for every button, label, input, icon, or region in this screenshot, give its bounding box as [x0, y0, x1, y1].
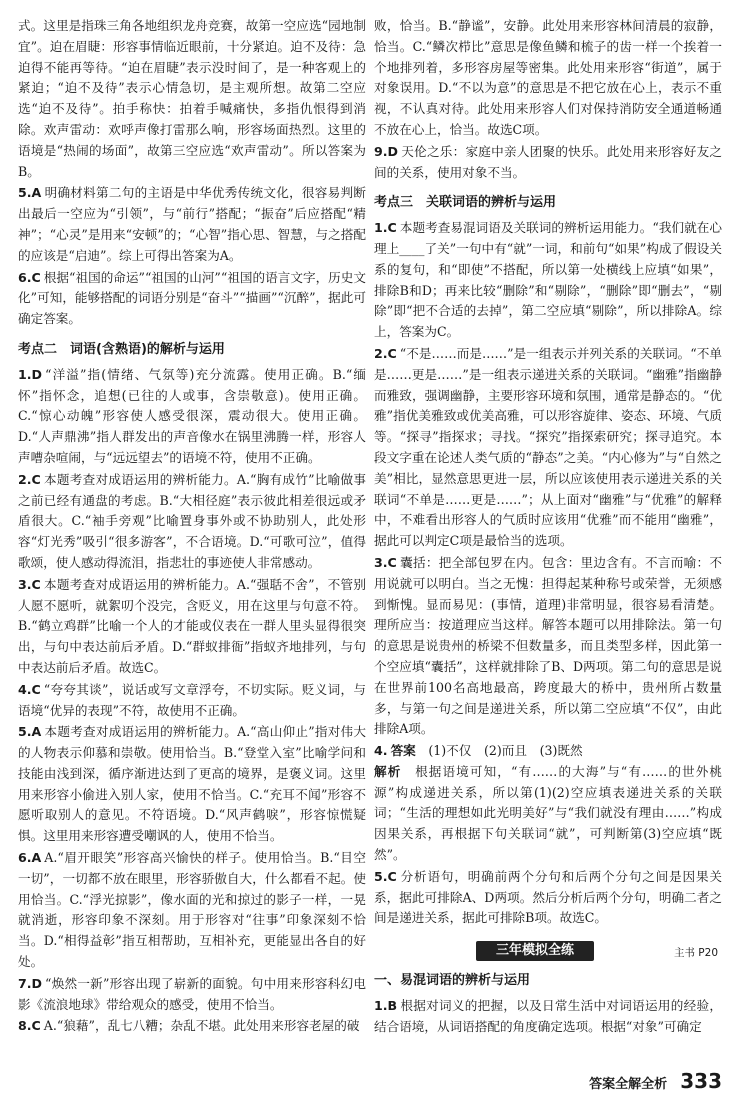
answer-text: 明确材料第二句的主语是中华优秀传统文化，很容易判断出最后一空应为“引领”，与“前行”搭配；“振奋”后应搭配“精神”；“心灵”是用来“安顿”的；“心智”指心思、智慧，与之搭配的应该是“启迪”。综上可得出答案为A。: [18, 185, 366, 263]
answer-item: [18, 470, 366, 574]
answer-number: 1.B: [374, 998, 398, 1014]
answer-item: [18, 680, 366, 722]
practice-banner-row: [374, 937, 722, 965]
answer-text: “夸夸其谈”，说话或写文章浮夸，不切实际。贬义词，与语境“优异的表现”不符，故使用不正确。: [18, 681, 366, 718]
answer-text: 本题考查易混词语及关联词的辨析运用能力。“我们就在心理上____了关”一句中有“就”一词，和前句“如果”构成了假设关系的复句，和“即使”不搭配，所以第一处横线上应填“如果”，排除B和D；再来比较“删除”和“剔除”，“删除”即“删去”，“剔除”即“把不合适的去掉”，第二空应填“剔除”，所以排除A。综上，答案为C。: [374, 220, 722, 340]
answer-text: 本题考查对成语运用的辨析能力。A.“胸有成竹”比喻做事之前已经有通盘的考虑。B.“大相径庭”表示彼此相差很远或矛盾很大。C.“袖手旁观”比喻置身事外或不协助别人，此处形容“灯光秀”吸引“很多游客”，不合语境。D.“可歌可泣”，值得歌颂，使人感动得流泪，指悲壮的事迹使人非常感动。: [18, 471, 366, 570]
answer-number: 6.A: [18, 850, 42, 866]
left-items-a: [18, 183, 366, 330]
paragraph: 败，恰当。B.“静谧”，安静。此处用来形容林间清晨的寂静，恰当。C.“鳞次栉比”意思是像鱼鳞和梳子的齿一样一个挨着一个地排列着，多形容房屋等密集。此处用来形容“街道”，属于对象误用。D.“不以为意”的意思是不把它放在心上，表示不重视，不认真对待。此处用来形容人们对保持消防安全通道畅通不放在心上，恰当。故选C项。: [374, 18, 722, 137]
right-column: [374, 16, 722, 1039]
answer-item: [374, 344, 722, 552]
answer-item: [18, 974, 366, 1016]
section-title-2: 考点二 词语(含熟语)的解析与运用: [18, 341, 225, 357]
practice-banner: 三年模拟全练: [476, 941, 594, 961]
answer-number: 8.C: [18, 1018, 41, 1034]
answer-item: [18, 722, 366, 847]
answer-value: (1)不仅 (2)而且 (3)既然: [428, 743, 583, 759]
answer-number: 4.C: [18, 681, 41, 697]
right-continuation-block: [374, 16, 722, 141]
answer-item: [18, 268, 366, 330]
answer-text: 本题考查对成语运用的辨析能力。A.“高山仰止”指对伟大的人物表示仰慕和崇敬。使用恰当。B.“登堂入室”比喻学问和技能由浅到深，循序渐进达到了更高的境界，是褒义词。这里用来形容小偷进入别人家，使用不恰当。C.“充耳不闻”形容不愿听取别人的意见。不符语境。D.“风声鹤唳”，形容惊慌疑惧。这里用来形容遭受嘲讽的人，使用不恰当。: [18, 724, 366, 844]
answer-text: 根据“祖国的命运”“祖国的山河”“祖国的语言文字，历史文化”可知，能够搭配的词语分别是“奋斗”“描画”“沉醉”，据此可确定答案。: [18, 269, 366, 327]
answer-number: 5.A: [18, 724, 42, 740]
answer-text: A.“狼藉”，乱七八糟；杂乱不堪。此处用来形容老屋的破: [43, 1018, 360, 1034]
answer-item: [374, 142, 722, 184]
footer-label: 答案全解全析: [589, 1077, 668, 1092]
answer-item: [374, 218, 722, 343]
answer-number: 3.C: [18, 576, 41, 592]
paragraph: 式。这里是指珠三角各地组织龙舟竞赛，故第一空应选“园地制宜”。迫在眉睫：形容事情临近眼前，十分紧迫。迫不及待：急迫得不能再等待。“迫在眉睫”表示没时间了，是一种客观上的紧迫；“迫不及待”表示心情急切，是主观所想。故第二空应选“迫不及待”。拍手称快：拍着手喊痛快，多指仇恨得到消除。欢声雷动：欢呼声像打雷那么响，形容场面热烈。这里的语境是“热闹的场面”，故第三空应选“欢声雷动”。所以答案为B。: [18, 18, 366, 179]
right-items: [374, 218, 722, 929]
answer-text: 本题考查对成语运用的辨析能力。A.“强聒不舍”，不管别人愿不愿听，就絮叨个没完，含贬义，用在这里与句意不符。B.“鹤立鸡群”比喻一个人的才能或仪表在一群人里头显得很突出，与句中表达前后矛盾。D.“群蚁排衙”指蚁齐地排列，与句中表达前后矛盾。故选C。: [18, 576, 366, 675]
answer-number: 5.A: [18, 185, 42, 201]
answer-text: 根据语境可知，“有……的大海”与“有……的世外桃源”构成递进关系，所以第(1)(2)空应填表递进关系的关联词；“生活的理想如此光明美好”与“我们就没有理由……”构成因果关系，再根据下句关联词“就”，可判断第(3)空应填“既然”。: [374, 763, 722, 863]
answer-number: 2.C: [374, 345, 397, 361]
answer-text: 囊括：把全部包罗在内。包含：里边含有。不言而喻：不用说就可以明白。当之无愧：担得起某种称号或荣誉，无须感到惭愧。显而易见：(事情，道理)非常明显，很容易看清楚。理所应当：按道理应当这样。解答本题可以用排除法。第一句的意思是说贵州的桥梁不但数量多，而且类型多样，因此第一个空应填“囊括”，这样就排除了B、D两项。第二句的意思是说在世界前100名高地最高，跨度最大的桥中，贵州所占数量多，与第一句之间是递进关系，所以第二空应填“不仅”，由此排除A项。: [374, 554, 722, 737]
answer-text: 分析语句，明确前两个分句和后两个分句之间是因果关系，据此可排除A、D两项。然后分析后两个分句，明确二者之间是递进关系，据此可排除B项。故选C。: [374, 868, 722, 926]
answer-text: 天伦之乐：家庭中亲人团聚的快乐。此处用来形容好友之间的关系，使用对象不当。: [374, 143, 722, 180]
page-footer: [589, 1069, 722, 1093]
answer-label: 答案: [390, 743, 416, 759]
answer-number: 1.C: [374, 220, 397, 236]
answer-text: “不是……而是……”是一组表示并列关系的关联词。“不单是……更是……”是一组表示递进关系的关联词。“幽雅”指幽静而雅致，强调幽静，主要形容环境和氛围，通常是静态的。“优雅”指优美雅致或优美高雅，可以形容旋律、姿态、环境、气质等。“探寻”指探求；寻找。“探究”指探索研究；探寻追究。本段文字重在论述人类气质的“静态”之美。“内心修为”与“自然之美”相比，显然意思更进一层，所以应该使用表示递进关系的关联词“不单是……更是……”；从上面对“幽雅”与“优雅”的解释中，不难看出形容人的气质时应该用“优雅”而不能用“幽雅”，据此可以判定C项是最恰当的选项。: [374, 345, 722, 549]
answer-number: 4.: [374, 743, 388, 759]
answer-number: 1.D: [18, 366, 43, 382]
answer-item: [18, 365, 366, 469]
answer-number: 6.C: [18, 269, 41, 285]
analysis-label: 解析: [374, 763, 402, 779]
answer-item: [18, 183, 366, 266]
answer-number: 2.C: [18, 471, 41, 487]
answer-text: “洋溢”指(情绪、气氛等)充分流露。使用正确。B.“缅怀”指怀念，追想(已往的人或事，含崇敬意)。使用正确。C.“惊心动魄”形容使人感受很深，震动很大。使用正确。D.“人声鼎沸”指人群发出的声音像水在锅里沸腾一样，形容人声嘈杂喧闹，与“远远望去”的语境不符，使用不正确。: [18, 366, 366, 465]
answer-item: [18, 575, 366, 679]
left-intro-block: [18, 16, 366, 182]
answer-number: 3.C: [374, 554, 397, 570]
answer-number: 5.C: [374, 868, 397, 884]
subsection-title: 一、易混词语的辨析与运用: [374, 973, 531, 989]
answer-text: “焕然一新”形容出现了崭新的面貌。句中用来形容科幻电影《流浪地球》带给观众的感受，使用不恰当。: [18, 975, 366, 1012]
main-book-reference: 主书 P20: [673, 947, 718, 960]
section-title-3: 考点三 关联词语的辨析与运用: [374, 195, 557, 211]
answer-item: [18, 848, 366, 973]
answer-text: 根据对词义的把握，以及日常生活中对词语运用的经验，结合语境，从词语搭配的角度确定选项。根据“对象”可确定: [374, 998, 722, 1034]
answer-item: [18, 1016, 366, 1037]
answer-item: [374, 553, 722, 740]
answer-number: 7.D: [18, 975, 43, 991]
answer-item: [374, 741, 722, 866]
left-column: [18, 16, 366, 1038]
answer-item: [374, 867, 722, 929]
answer-number: 9.D: [374, 143, 399, 159]
answer-text: A.“眉开眼笑”形容高兴愉快的样子。使用恰当。B.“目空一切”，一切都不放在眼里，形容骄傲自大，什么都看不起。使用恰当。C.“浮光掠影”，像水面的光和掠过的影子一样，一晃就消逝，形容印象不深刻。用于形容对“往事”印象深刻不恰当。D.“相得益彰”指互相帮助，互相补充，更能显出各自的好处。: [18, 850, 366, 970]
answer-item: [374, 996, 722, 1038]
page-number: 333: [680, 1069, 722, 1093]
left-items-b: [18, 365, 366, 1038]
